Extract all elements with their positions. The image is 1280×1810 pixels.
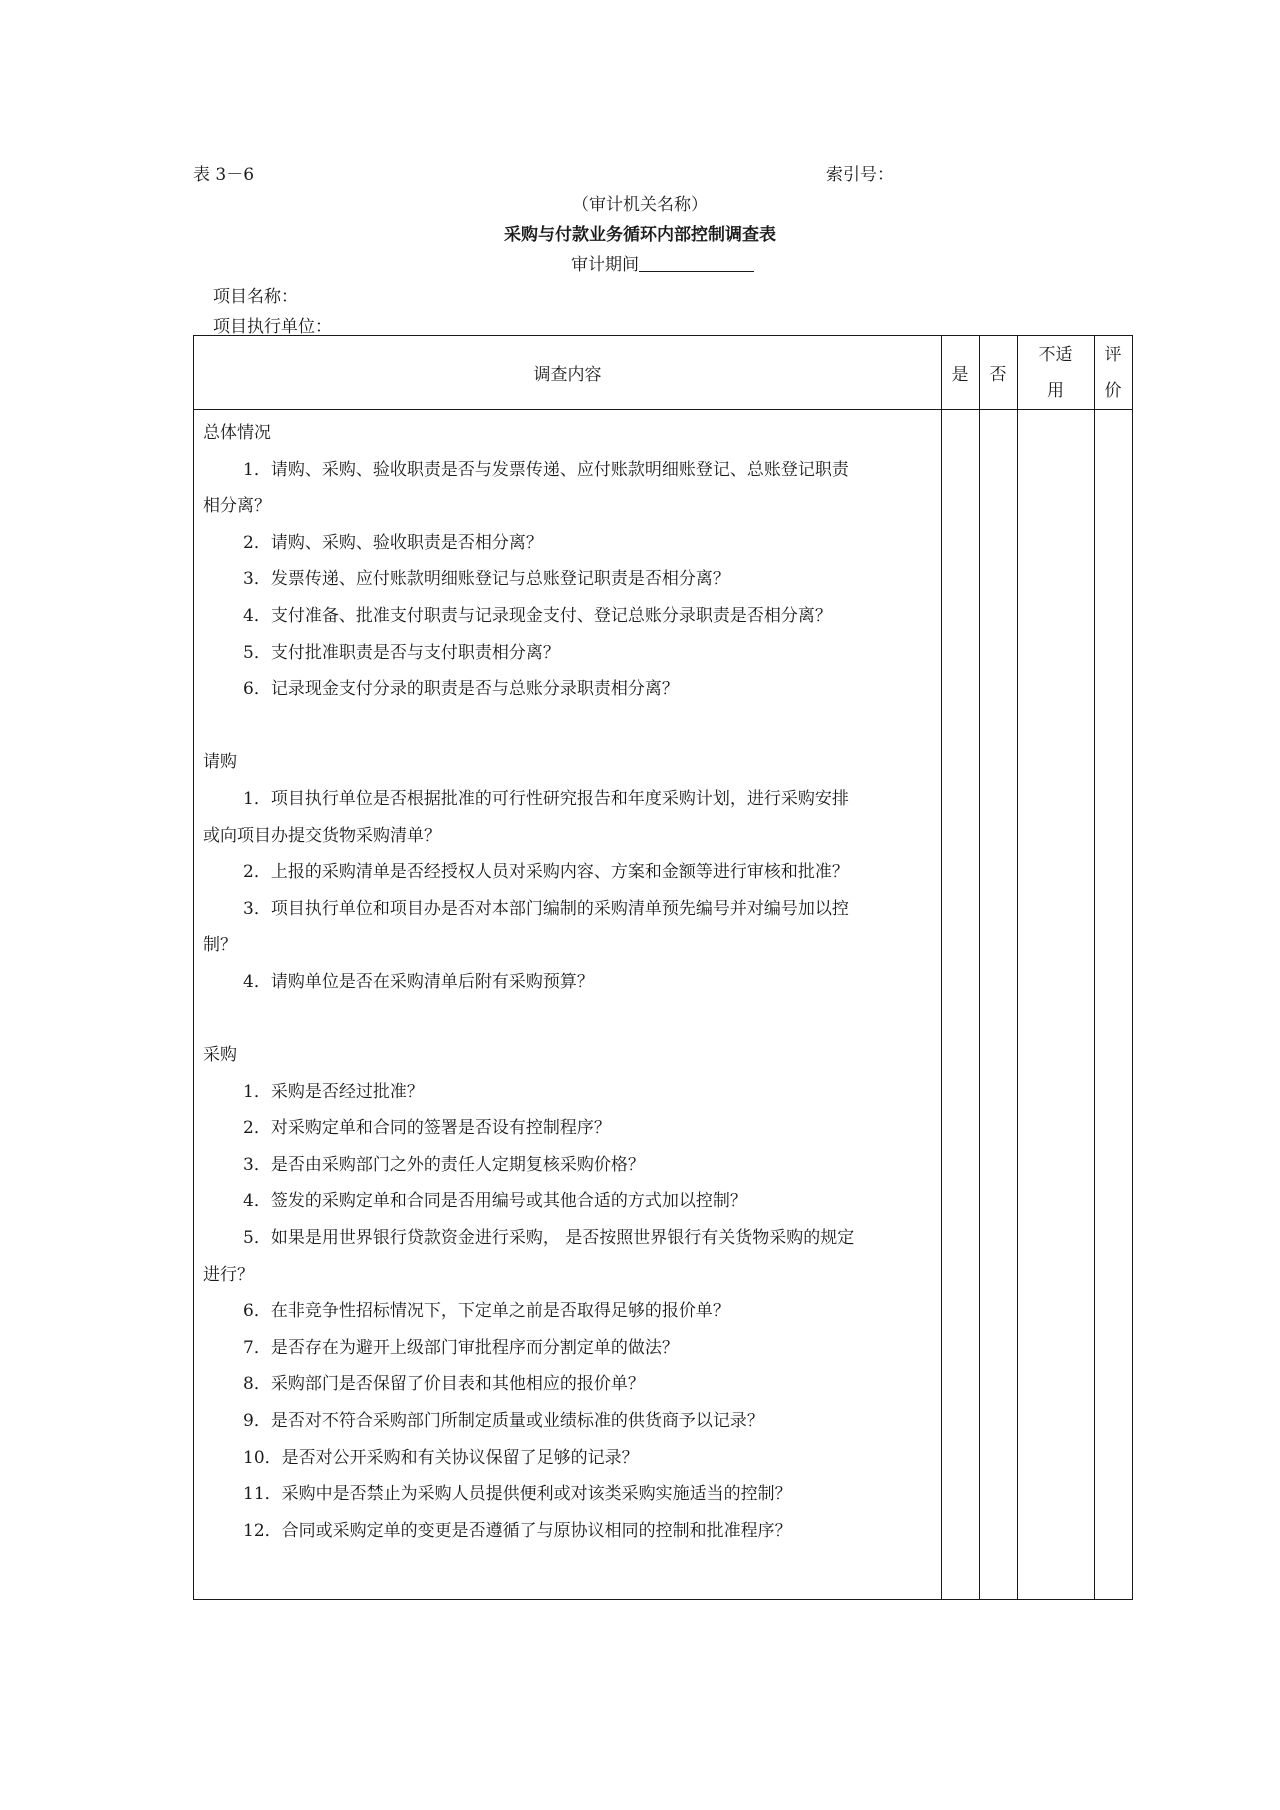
survey-content <box>194 411 941 1549</box>
list-item: 6．在非竞争性招标情况下，下定单之前是否取得足够的报价单？ <box>243 1301 730 1322</box>
section-title-requisition: 请购 <box>203 752 237 773</box>
audit-period <box>571 250 754 275</box>
list-item: 4．签发的采购定单和合同是否用编号或其他合适的方式加以控制？ <box>243 1191 747 1212</box>
list-item: 3．是否由采购部门之外的责任人定期复核采购价格？ <box>243 1154 645 1175</box>
list-item: 9．是否对不符合采购部门所制定质量或业绩标准的供货商予以记录？ <box>243 1411 764 1432</box>
col-divider <box>1017 336 1018 1599</box>
list-item-continuation: 或向项目办提交货物采购清单？ <box>203 825 441 846</box>
list-item: 7．是否存在为避开上级部门审批程序而分割定单的做法？ <box>243 1337 679 1358</box>
list-item: 1．项目执行单位是否根据批准的可行性研究报告和年度采购计划，进行采购安排 <box>243 788 849 809</box>
col-header-content: 调查内容 <box>533 365 602 385</box>
list-item: 3．项目执行单位和项目办是否对本部门编制的采购清单预先编号并对编号加以控 <box>243 898 849 919</box>
list-item: 4．支付准备、批准支付职责与记录现金支付、登记总账分录职责是否相分离？ <box>243 605 832 626</box>
col-header-yes: 是 <box>951 365 969 385</box>
section-title-general: 总体情况 <box>203 423 271 443</box>
list-item: 3．发票传递、应付账款明细账登记与总账登记职责是否相分离？ <box>243 569 730 590</box>
col-header-na-line2: 用 <box>1047 380 1064 401</box>
col-header-no: 否 <box>989 365 1007 385</box>
audit-period-blank <box>639 255 754 272</box>
survey-table <box>193 335 1133 1600</box>
col-header-not-applicable <box>1017 336 1094 409</box>
list-item: 2．请购、采购、验收职责是否相分离？ <box>243 532 543 553</box>
list-item-continuation: 制？ <box>203 935 237 956</box>
col-divider <box>941 336 942 1599</box>
project-name-label: 项目名称： <box>213 287 298 307</box>
list-item: 11．采购中是否禁止为采购人员提供便利或对该类采购实施适当的控制？ <box>243 1484 792 1505</box>
project-unit-label: 项目执行单位： <box>213 317 332 337</box>
col-divider <box>979 336 980 1599</box>
list-item-continuation: 相分离？ <box>203 496 271 517</box>
list-item: 10．是否对公开采购和有关协议保留了足够的记录？ <box>243 1447 639 1468</box>
col-header-eval-line2: 价 <box>1104 380 1122 401</box>
col-header-na-line1: 不适 <box>1038 344 1073 365</box>
section-title-procurement: 采购 <box>203 1045 237 1066</box>
list-item: 6．记录现金支付分录的职责是否与总账分录职责相分离？ <box>243 679 679 700</box>
list-item: 1．采购是否经过批准？ <box>243 1081 424 1102</box>
col-header-eval-line1: 评 <box>1104 344 1122 365</box>
header-divider <box>194 409 1132 410</box>
list-item: 5．如果是用世界银行贷款资金进行采购， 是否按照世界银行有关货物采购的规定 <box>243 1228 855 1249</box>
col-divider <box>1094 336 1095 1599</box>
list-item: 4．请购单位是否在采购清单后附有采购预算？ <box>243 971 594 992</box>
table-number: 表 3－6 <box>193 165 255 185</box>
list-item: 1．请购、采购、验收职责是否与发票传递、应付账款明细账登记、总账登记职责 <box>243 459 849 480</box>
col-header-evaluation <box>1094 336 1132 409</box>
list-item-continuation: 进行？ <box>203 1264 254 1285</box>
audit-period-label: 审计期间 <box>571 255 639 275</box>
list-item: 12．合同或采购定单的变更是否遵循了与原协议相同的控制和批准程序？ <box>243 1520 792 1541</box>
list-item: 5．支付批准职责是否与支付职责相分离？ <box>243 642 560 663</box>
list-item: 2．对采购定单和合同的签署是否设有控制程序？ <box>243 1118 611 1139</box>
list-item: 8．采购部门是否保留了价目表和其他相应的报价单？ <box>243 1374 645 1395</box>
index-number-label: 索引号： <box>826 165 894 185</box>
list-item: 2．上报的采购清单是否经授权人员对采购内容、方案和金额等进行审核和批准？ <box>243 862 849 883</box>
form-title: 采购与付款业务循环内部控制调查表 <box>504 225 776 245</box>
audit-org-name: （审计机关名称） <box>572 195 708 215</box>
